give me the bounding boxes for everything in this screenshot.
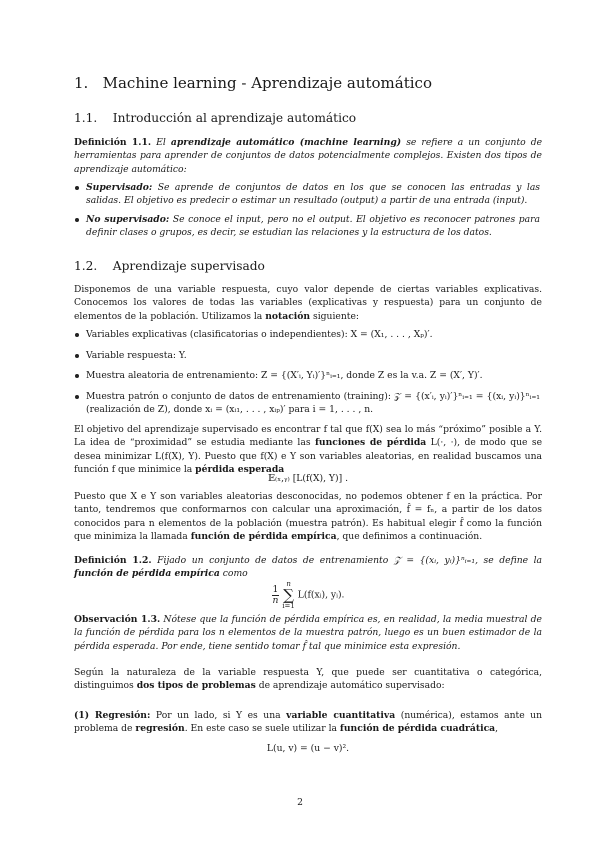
list-item bbox=[86, 369, 540, 382]
text: , que definimos a continuación. bbox=[336, 531, 483, 543]
nature-paragraph bbox=[74, 666, 542, 693]
text: L(·, ·), de modo que se desea minimizar L(f(X), Y). Puesto que f(X) e Y son variables aleatorias, en realidad buscamos una función f que minimice la bbox=[74, 437, 543, 476]
bold-term: pérdida esperada bbox=[195, 464, 285, 476]
section-title: Introducción al aprendizaje automático bbox=[112, 111, 357, 125]
section-1-2-heading bbox=[74, 259, 265, 273]
bold-term: función de pérdida empírica bbox=[190, 531, 337, 543]
regression-label: (1) Regresión: bbox=[74, 710, 151, 721]
section-1-1-heading bbox=[74, 111, 356, 125]
list-item-text: Se aprende de conjuntos de datos en los que se conocen las entradas y las salidas. El objetivo es predecir o estimar un resultado (output) a partir de una entrada (input). bbox=[86, 182, 541, 207]
list-item-text: Muestra aleatoria de entrenamiento: Z = {(X′ᵢ, Yᵢ)′}ⁿᵢ₌₁, donde Z es la v.a. Z = (X′, Y)′. bbox=[86, 370, 483, 381]
bold-term: dos tipos de problemas bbox=[136, 680, 256, 692]
text: El objetivo del aprendizaje supervisado es encontrar f tal que f(X) sea lo más “próximo” posible a Y. La idea de “proximidad” se estudia mediante las bbox=[74, 424, 542, 449]
list-item-term: No supervisado: bbox=[86, 214, 170, 225]
list-item-text: Variable respuesta: Y. bbox=[86, 350, 187, 361]
definition-text-end: como bbox=[222, 568, 248, 580]
equation-quadratic-loss: L(u, v) = (u − v)². bbox=[266, 743, 350, 754]
text: (numérica), estamos ante un problema de bbox=[74, 710, 543, 735]
section-number: 1.2. bbox=[74, 259, 98, 273]
text: Según la naturaleza de la variable respuesta Y, que puede ser cuantitativa o categórica, distinguimos bbox=[74, 667, 542, 692]
section-title: Aprendizaje supervisado bbox=[112, 259, 265, 273]
sigma-icon: ∑ bbox=[283, 586, 294, 604]
equation-empirical-loss bbox=[74, 580, 542, 610]
intro-paragraph bbox=[74, 283, 542, 323]
bullet-icon bbox=[75, 218, 79, 222]
definition-label: Definición 1.1. bbox=[74, 137, 152, 148]
text: . En este caso se suele utilizar la bbox=[184, 723, 337, 735]
equation-expected-loss: 𝔼₍ₓ,ᵧ₎ [L(f(X), Y)] . bbox=[267, 473, 348, 484]
bold-term: función de pérdida cuadrática bbox=[339, 723, 496, 735]
page-number: 2 bbox=[297, 797, 303, 808]
list-item-term: Supervisado: bbox=[86, 182, 153, 193]
definition-term: función de pérdida empírica bbox=[74, 568, 220, 580]
bold-term: funciones de pérdida bbox=[314, 437, 427, 449]
section-title: Machine learning - Aprendizaje automático bbox=[102, 74, 432, 92]
list-item bbox=[86, 181, 540, 208]
regression-paragraph bbox=[74, 709, 542, 736]
text: , bbox=[495, 723, 499, 735]
bold-term: regresión bbox=[135, 723, 185, 735]
definition-text-start: Fijado un conjunto de datos de entrenamiento 𝒵 = {(xᵢ, yᵢ)}ⁿᵢ₌₁, se define la bbox=[157, 555, 543, 566]
approximation-paragraph bbox=[74, 490, 542, 544]
definition-1-2 bbox=[74, 554, 542, 581]
definition-text-start: El bbox=[156, 137, 166, 148]
sum-body: L(f(xᵢ), yᵢ). bbox=[297, 589, 345, 601]
bold-term: variable cuantitativa bbox=[286, 710, 396, 721]
observation-label: Observación 1.3. bbox=[74, 614, 161, 625]
list-item-text: Muestra patrón o conjunto de datos de entrenamiento (training): 𝒵 = {(x′ᵢ, yᵢ)′}ⁿᵢ₌₁ = {(xᵢ, yᵢ)}ⁿᵢ₌₁ (realización de Z), donde xᵢ = (xᵢ₁, . . . , xᵢₚ)′ para i = 1, . . . , n. bbox=[86, 391, 540, 416]
list-item-text: Variables explicativas (clasificatorias o independientes): X = (X₁, . . . , Xₚ)′. bbox=[86, 329, 433, 340]
definition-term: aprendizaje automático (machine learning) bbox=[170, 137, 402, 148]
definition-1-1 bbox=[74, 136, 542, 176]
section-number: 1. bbox=[74, 74, 89, 92]
fraction-denominator: n bbox=[272, 594, 279, 606]
list-item-text: Se conoce el input, pero no el output. El objetivo es reconocer patrones para definir clases o grupos, es decir, se estudian las relaciones y la estructura de los datos. bbox=[86, 214, 541, 239]
list-item bbox=[86, 213, 540, 240]
sum-lower: i=1 bbox=[282, 602, 295, 610]
section-1-heading bbox=[74, 74, 432, 92]
fraction bbox=[272, 585, 280, 606]
definition-label: Definición 1.2. bbox=[74, 555, 152, 566]
goal-paragraph bbox=[74, 423, 542, 477]
definition-text-end: se refiere a un conjunto de herramientas para aprender de conjuntos de datos potencialmente complejos. Existen dos tipos de aprendizaje automático: bbox=[74, 137, 543, 175]
text: siguiente: bbox=[313, 310, 359, 322]
text: Puesto que X e Y son variables aleatorias desconocidas, no podemos obtener f en la práctica. Por tanto, tendremos que conformarnos con calcular una aproximación, f̂ = fₙ, a partir de los datos conocidos para n elementos de la población (muestra patrón). Es habitual elegir f̂ como la función que minimiza la llamada bbox=[74, 491, 542, 543]
list-item bbox=[86, 390, 540, 417]
bullet-icon bbox=[75, 186, 79, 190]
list-item bbox=[86, 328, 540, 341]
sum-upper: n bbox=[286, 580, 291, 588]
bullet-icon bbox=[75, 354, 79, 358]
bullet-icon bbox=[75, 374, 79, 378]
bullet-icon bbox=[75, 333, 79, 337]
fraction-numerator: 1 bbox=[272, 583, 279, 595]
observation-text: Nótese que la función de pérdida empírica es, en realidad, la media muestral de la función de pérdida para los n elementos de la muestra patrón, luego es un buen estimador de la pérdida esperada. Por ende, tiene sentido tomar f̂ tal que minimice esta expresión. bbox=[74, 614, 542, 652]
section-number: 1.1. bbox=[74, 111, 98, 125]
observation-1-3 bbox=[74, 613, 542, 653]
list-item bbox=[86, 349, 540, 362]
bold-term: notación bbox=[265, 310, 311, 322]
text: Por un lado, si Y es una bbox=[155, 710, 281, 721]
bullet-icon bbox=[75, 395, 79, 399]
text: Disponemos de una variable respuesta, cuyo valor depende de ciertas variables explicativas. Conocemos los valores de todas las variables (explicativas y respuesta) para un conjunto de elementos de la población. Utilizamos la bbox=[74, 284, 542, 322]
text: de aprendizaje automático supervisado: bbox=[258, 680, 445, 692]
sum-symbol bbox=[282, 580, 295, 610]
